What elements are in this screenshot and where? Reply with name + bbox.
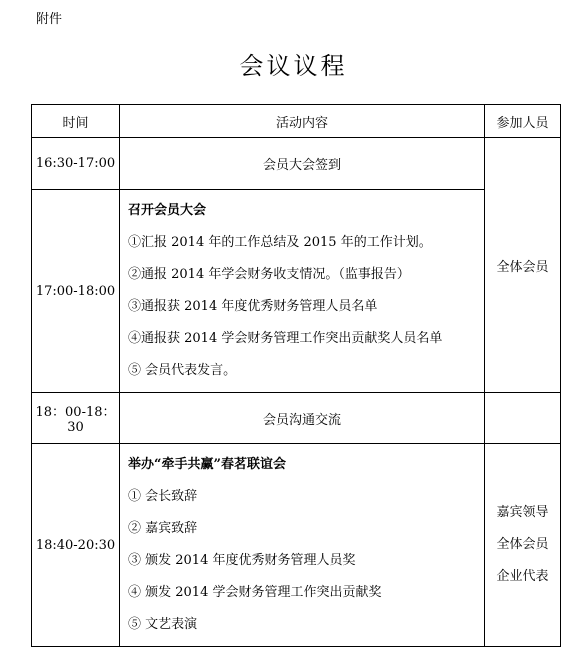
table-row — [32, 444, 561, 647]
activity-heading: 举办“牵手共赢”春茗联谊会 — [128, 457, 286, 472]
activity-item: ⑤ 会员代表发言。 — [128, 363, 237, 378]
table-row — [32, 393, 561, 444]
activity-item: ③ 颁发 2014 年度优秀财务管理人员奖 — [128, 553, 356, 568]
column-header-participants: 参加人员 — [485, 105, 561, 138]
time-cell: 17:00-18:00 — [32, 190, 120, 393]
activity-item: ③通报获 2014 年度优秀财务管理人员名单 — [128, 299, 378, 314]
activity-item: ⑤ 文艺表演 — [128, 617, 198, 632]
participant-group: 企业代表 — [496, 569, 549, 584]
time-cell: 18:40-20:30 — [32, 444, 120, 647]
participant-group: 全体会员 — [496, 537, 549, 552]
table-header-row — [32, 105, 561, 138]
attachment-label: 附件 — [36, 12, 63, 27]
activity-cell: 会员大会签到 — [120, 138, 485, 190]
agenda-table — [31, 104, 561, 647]
participant-group: 嘉宾领导 — [496, 505, 549, 520]
participants-cell — [485, 393, 561, 444]
table-row — [32, 190, 561, 393]
page-title: 会议议程 — [239, 52, 348, 80]
column-header-activity: 活动内容 — [120, 105, 485, 138]
activity-cell: 会员沟通交流 — [120, 393, 485, 444]
activity-item: ① 会长致辞 — [128, 489, 198, 504]
activity-item: ④ 颁发 2014 学会财务管理工作突出贡献奖 — [128, 585, 382, 600]
time-cell: 18：00-18：30 — [32, 393, 120, 444]
column-header-time: 时间 — [32, 105, 120, 138]
activity-item: ② 嘉宾致辞 — [128, 521, 198, 536]
activity-item: ①汇报 2014 年的工作总结及 2015 年的工作计划。 — [128, 235, 432, 250]
table-row — [32, 138, 561, 190]
activity-item: ④通报获 2014 学会财务管理工作突出贡献奖人员名单 — [128, 331, 443, 346]
activity-item: ②通报 2014 年学会财务收支情况。（监事报告） — [128, 267, 410, 282]
participants-cell: 全体会员 — [485, 138, 561, 393]
activity-cell — [120, 190, 485, 393]
participants-cell — [485, 444, 561, 647]
activity-cell — [120, 444, 485, 647]
activity-heading: 召开会员大会 — [128, 203, 207, 218]
time-cell: 16:30-17:00 — [32, 138, 120, 190]
